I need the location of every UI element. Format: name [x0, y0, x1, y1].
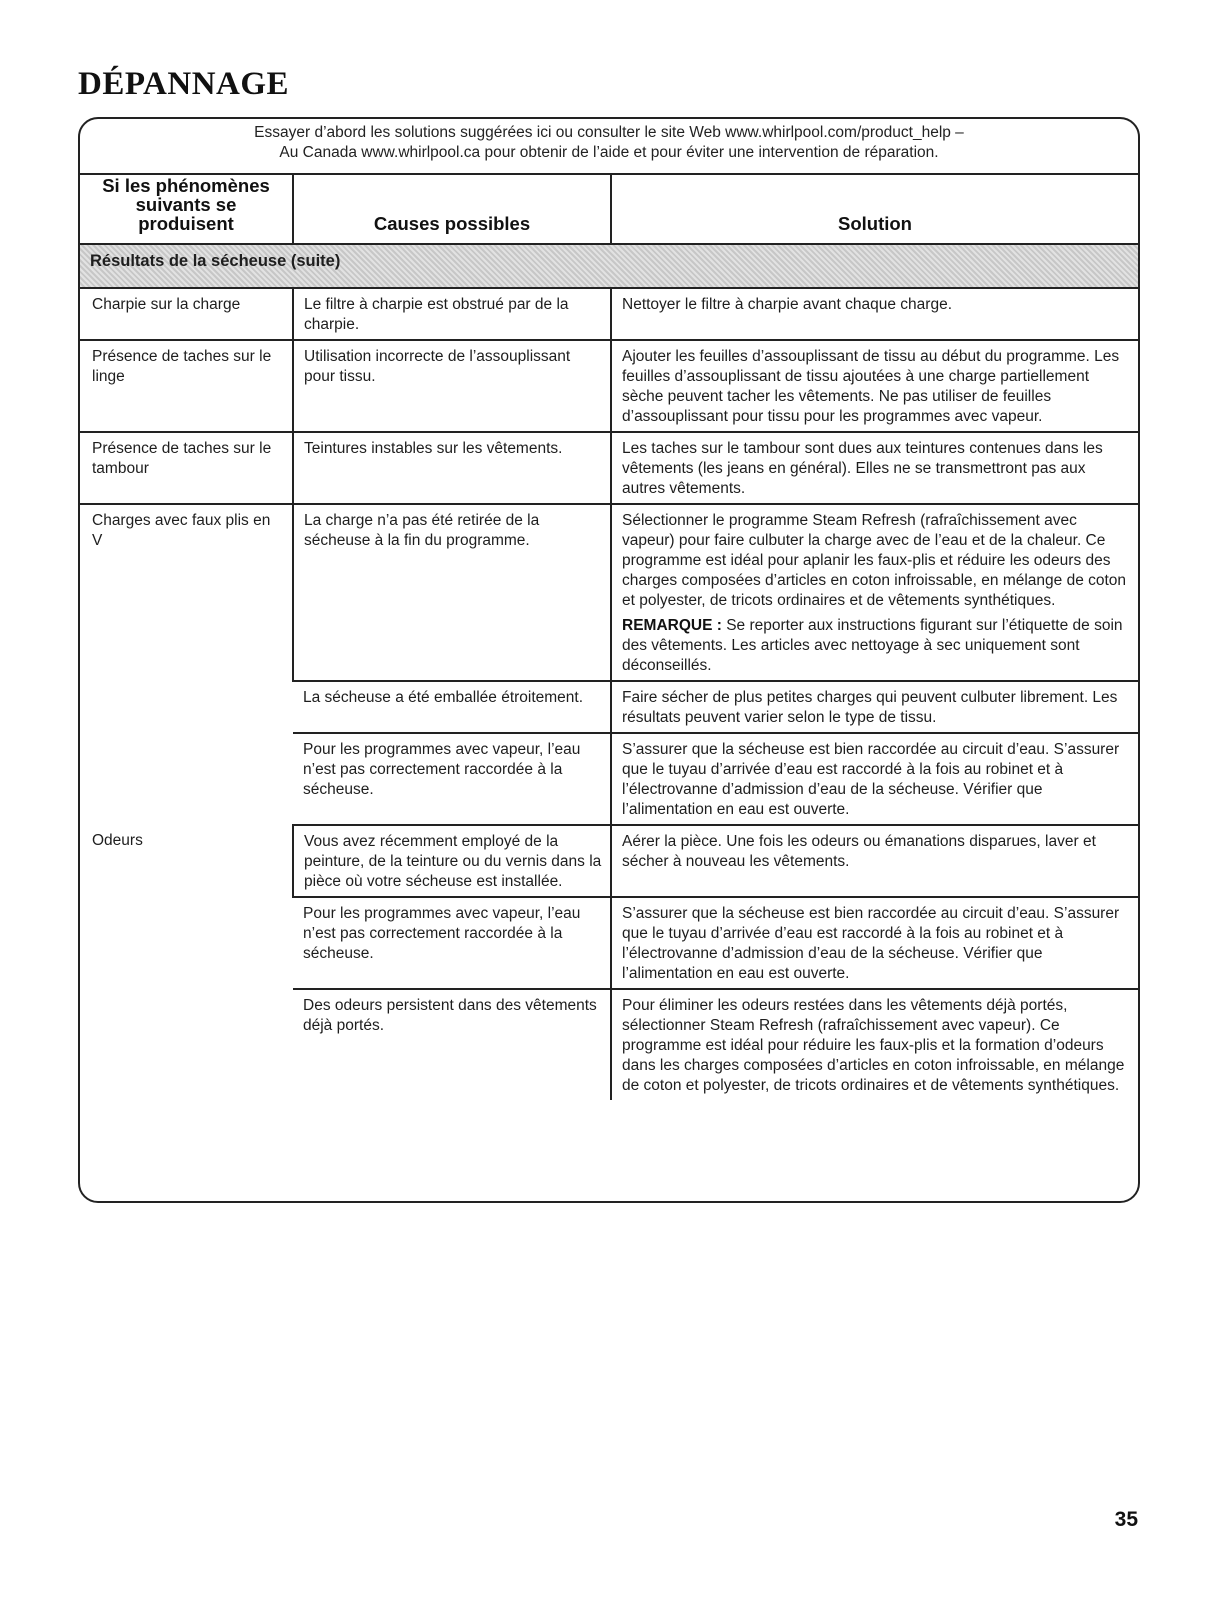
page-title: DÉPANNAGE: [78, 66, 290, 102]
solution-cell: Faire sécher de plus petites charges qui peuvent culbuter librement. Les résultats peuvent varier selon le type de tissu.: [611, 681, 1138, 733]
section-label: Résultats de la sécheuse (suite): [80, 244, 1138, 288]
table-row: [80, 340, 1138, 432]
troubleshooting-panel: [78, 117, 1140, 1203]
cause-cell: Pour les programmes avec vapeur, l’eau n’est pas correctement raccordée à la sécheuse.: [293, 733, 611, 825]
symptom-cell: Charges avec faux plis en V: [92, 512, 271, 549]
symptom-cell: Présence de taches sur le tambour: [80, 432, 293, 504]
solution-cell: Ajouter les feuilles d’assouplissant de tissu au début du programme. Les feuilles d’assouplissant de tissu ajoutées à une charge partiellement sèche peuvent tacher les vêtements. Ne pas utiliser de feuilles d’assouplissant pour tissu pour les programmes avec vapeur.: [611, 340, 1138, 432]
solution-cell: [611, 504, 1138, 681]
symptom-cell: Odeurs: [92, 832, 143, 849]
troubleshooting-table: [80, 173, 1138, 1100]
solution-cell: S’assurer que la sécheuse est bien raccordée au circuit d’eau. S’assurer que le tuyau d’arrivée d’eau est raccordé à la fois au robinet et à l’électrovanne d’admission d’eau de la sécheuse. Vérifier que l’alimentation en eau est ouverte.: [611, 733, 1138, 825]
symptom-cell: Charpie sur la charge: [80, 288, 293, 340]
solution-cell: Pour éliminer les odeurs restées dans les vêtements déjà portés, sélectionner Steam Refresh (rafraîchissement avec vapeur). Ce programme est idéal pour réduire les faux-plis et la formation d’odeurs dans les charges composées d’articles en coton infroissable, en mélange de coton et polyester, de tricots ordinaires et de vêtements synthétiques.: [611, 989, 1138, 1100]
header-causes: Causes possibles: [293, 174, 611, 244]
note-label: REMARQUE :: [622, 617, 722, 634]
header-solution: Solution: [611, 174, 1138, 244]
cause-cell: Vous avez récemment employé de la peinture, de la teinture ou du vernis dans la pièce où votre sécheuse est installée.: [293, 825, 611, 897]
solution-text: Sélectionner le programme Steam Refresh (rafraîchissement avec vapeur) pour faire culbuter la charge avec de l’eau et de la chaleur. Ce programme est idéal pour aplanir les faux-plis et réduire les odeurs des charges composées d’articles en coton infroissable, en mélange de coton et polyester, de tricots ordinaires et de vêtements synthétiques.: [622, 512, 1127, 609]
solution-cell: Nettoyer le filtre à charpie avant chaque charge.: [611, 288, 1138, 340]
intro-line: Essayer d’abord les solutions suggérées ici ou consulter le site Web www.whirlpool.com/product_help –: [254, 124, 964, 141]
table-header-row: [80, 174, 1138, 244]
solution-cell: Aérer la pièce. Une fois les odeurs ou émanations disparues, laver et sécher à nouveau les vêtements.: [611, 825, 1138, 897]
symptom-cell: Présence de taches sur le linge: [80, 340, 293, 432]
table-row: [80, 504, 1138, 681]
solution-cell: Les taches sur le tambour sont dues aux teintures contenues dans les vêtements (les jeans en général). Elles ne se transmettront pas aux autres vêtements.: [611, 432, 1138, 504]
cause-cell: Teintures instables sur les vêtements.: [293, 432, 611, 504]
table-row: [80, 288, 1138, 340]
section-band: [80, 244, 1138, 288]
solution-cell: S’assurer que la sécheuse est bien raccordée au circuit d’eau. S’assurer que le tuyau d’arrivée d’eau est raccordé à la fois au robinet et à l’électrovanne d’admission d’eau de la sécheuse. Vérifier que l’alimentation en eau est ouverte.: [611, 897, 1138, 989]
cause-cell: Des odeurs persistent dans des vêtements déjà portés.: [303, 997, 597, 1034]
page-number: 35: [1114, 1508, 1138, 1531]
intro-note: [80, 123, 1138, 163]
table-row: [80, 432, 1138, 504]
solution-note: [622, 616, 1130, 676]
table-row: [80, 825, 1138, 897]
cause-cell: Utilisation incorrecte de l’assouplissant pour tissu.: [293, 340, 611, 432]
header-symptom: Si les phénomènes suivants se produisent: [80, 174, 293, 244]
cause-cell: La sécheuse a été emballée étroitement.: [293, 681, 611, 733]
cause-cell: Pour les programmes avec vapeur, l’eau n’est pas correctement raccordée à la sécheuse.: [293, 897, 611, 989]
note-text: Se reporter aux instructions figurant sur l’étiquette de soin des vêtements. Les articles avec nettoyage à sec uniquement sont déconseillés.: [622, 617, 1123, 674]
cause-cell: Le filtre à charpie est obstrué par de la charpie.: [293, 288, 611, 340]
intro-line: Au Canada www.whirlpool.ca pour obtenir de l’aide et pour éviter une intervention de réparation.: [279, 144, 939, 161]
cause-cell: La charge n’a pas été retirée de la sécheuse à la fin du programme.: [293, 504, 611, 681]
